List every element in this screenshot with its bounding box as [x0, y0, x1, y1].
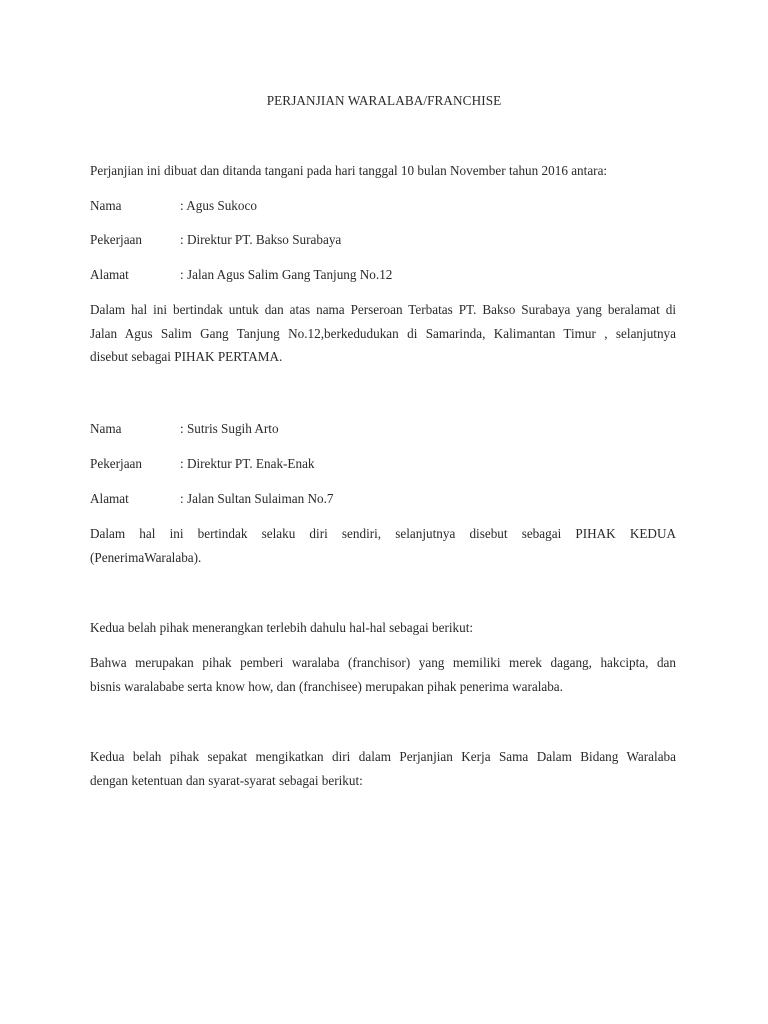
party1-nama-row [90, 198, 257, 214]
intro-text: Perjanjian ini dibuat dan ditanda tangani pada hari tanggal 10 bulan November tahun 2016 antara: [90, 163, 608, 178]
party2-alamat-row [90, 491, 333, 507]
party2-nama-value: : Sutris Sugih Arto [180, 421, 279, 436]
explanation-intro: Kedua belah pihak menerangkan terlebih dahulu hal-hal sebagai berikut: [90, 620, 474, 635]
explanation-line2: bisnis waralababe serta know how, dan (franchisee) merupakan pihak penerima waralaba. [90, 678, 563, 694]
agreement-line1: Kedua belah pihak sepakat mengikatkan diri dalam Perjanjian Kerja Sama Dalam Bidang Waralaba [90, 749, 676, 764]
party1-pekerjaan-value: : Direktur PT. Bakso Surabaya [180, 232, 342, 247]
party1-alamat-row [90, 267, 392, 283]
party2-nama-label: Nama [90, 421, 122, 436]
agreement-line2: dengan ketentuan dan syarat-syarat sebagai berikut: [90, 772, 363, 788]
party1-alamat-value: : Jalan Agus Salim Gang Tanjung No.12 [180, 267, 393, 282]
party2-statement [90, 522, 676, 569]
party1-pekerjaan-row [90, 232, 341, 248]
party2-alamat-label: Alamat [90, 491, 129, 506]
explanation-paragraph [90, 651, 676, 698]
party2-statement-line2: (PenerimaWaralaba). [90, 549, 202, 565]
party2-nama-row [90, 421, 279, 437]
party2-alamat-value: : Jalan Sultan Sulaiman No.7 [180, 491, 334, 506]
explanation-line1: Bahwa merupakan pihak pemberi waralaba (franchisor) yang memiliki merek dagang, hakcipta, dan [90, 655, 676, 670]
party1-alamat-label: Alamat [90, 267, 129, 282]
agreement-paragraph [90, 745, 676, 792]
party1-nama-value: : Agus Sukoco [180, 198, 257, 213]
party1-statement-line3: disebut sebagai PIHAK PERTAMA. [90, 349, 283, 364]
party2-pekerjaan-value: : Direktur PT. Enak-Enak [180, 456, 315, 471]
party1-statement-line2: Jalan Agus Salim Gang Tanjung No.12,berkedudukan di Samarinda, Kalimantan Timur , selanjutnya [90, 325, 676, 341]
document-title: PERJANJIAN WARALABA/FRANCHISE [266, 93, 502, 108]
party1-statement-line1: Dalam hal ini bertindak untuk dan atas nama Perseroan Terbatas PT. Bakso Surabaya yang beralamat di [90, 302, 676, 317]
party2-pekerjaan-row [90, 456, 315, 472]
party1-nama-label: Nama [90, 198, 122, 213]
party2-pekerjaan-label: Pekerjaan [90, 456, 142, 471]
party2-statement-line1: Dalam hal ini bertindak selaku diri sendiri, selanjutnya disebut sebagai PIHAK KEDUA [90, 526, 676, 541]
party1-statement [90, 298, 676, 369]
party1-pekerjaan-label: Pekerjaan [90, 232, 142, 247]
